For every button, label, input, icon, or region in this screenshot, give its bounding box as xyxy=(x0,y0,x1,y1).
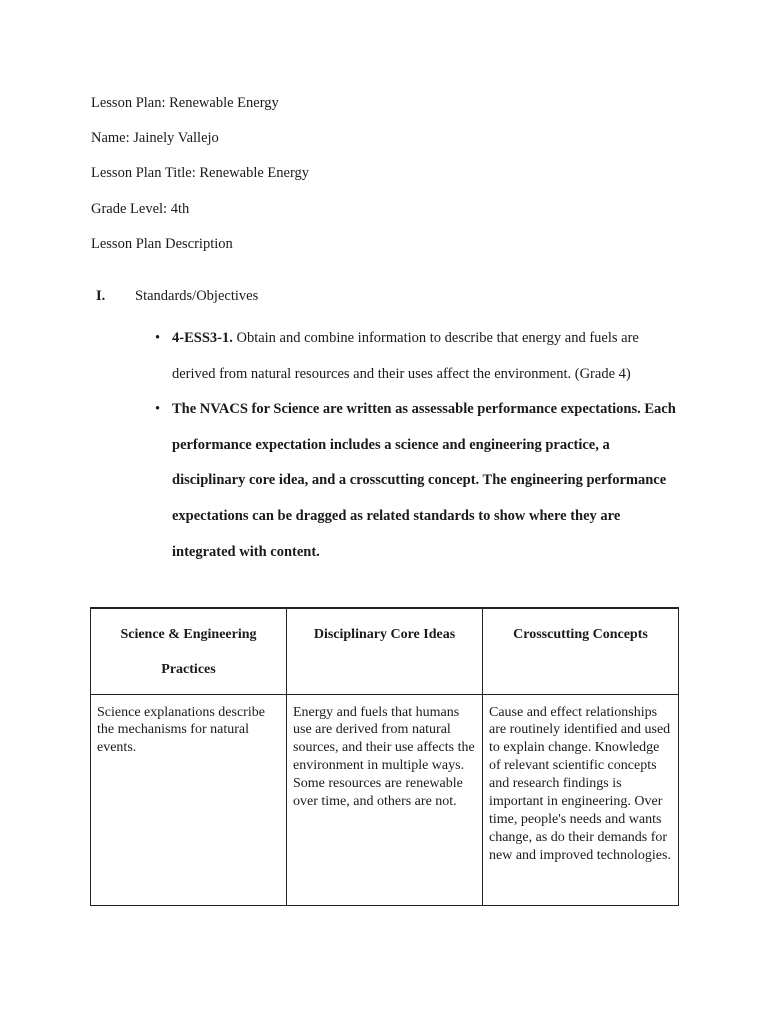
grade-level: Grade Level: 4th xyxy=(91,201,190,217)
section-number: I. xyxy=(96,288,106,304)
standard-text: Obtain and combine information to describe that energy and fuels are derived from natural resources and their uses affect the environment. (Grade 4) xyxy=(172,330,639,382)
lesson-plan-heading: Lesson Plan: Renewable Energy xyxy=(91,95,279,111)
cell-practices: Science explanations describe the mechanisms for natural events. xyxy=(91,694,287,905)
header-practices: Science & Engineering Practices xyxy=(91,608,287,694)
table-header-row xyxy=(91,608,679,694)
cell-crosscutting: Cause and effect relationships are routinely identified and used to explain change. Knowledge of relevant scientific concepts and research findings is important in engineering. Over time, people's needs and wants change, as do their demands for new and improved technologies. xyxy=(483,694,679,905)
lesson-plan-title: Lesson Plan Title: Renewable Energy xyxy=(91,165,310,181)
header-crosscutting: Crosscutting Concepts xyxy=(483,608,679,694)
standards-table xyxy=(90,607,679,906)
objectives-list xyxy=(153,321,683,570)
author-name: Name: Jainely Vallejo xyxy=(91,130,219,146)
bullet-icon: • xyxy=(155,401,161,418)
cell-core-ideas: Energy and fuels that humans use are derived from natural sources, and their use affects the environment in multiple ways. Some resources are renewable over time, and others are not. xyxy=(287,694,483,905)
nvacs-statement: The NVACS for Science are written as assessable performance expectations. Each performance expectation includes a science and engineering practice, a disciplinary core idea, and a crosscutting concept. The engineering performance expectations can be dragged as related standards to show where they are integrated with content. xyxy=(172,401,676,560)
section-title: Standards/Objectives xyxy=(135,288,259,304)
description-heading: Lesson Plan Description xyxy=(91,236,233,252)
standard-code: 4-ESS3-1. xyxy=(172,330,233,346)
header-core-ideas: Disciplinary Core Ideas xyxy=(287,608,483,694)
list-item xyxy=(153,392,683,570)
bullet-icon: • xyxy=(155,330,161,346)
list-item xyxy=(153,321,683,392)
table-row xyxy=(91,694,679,905)
